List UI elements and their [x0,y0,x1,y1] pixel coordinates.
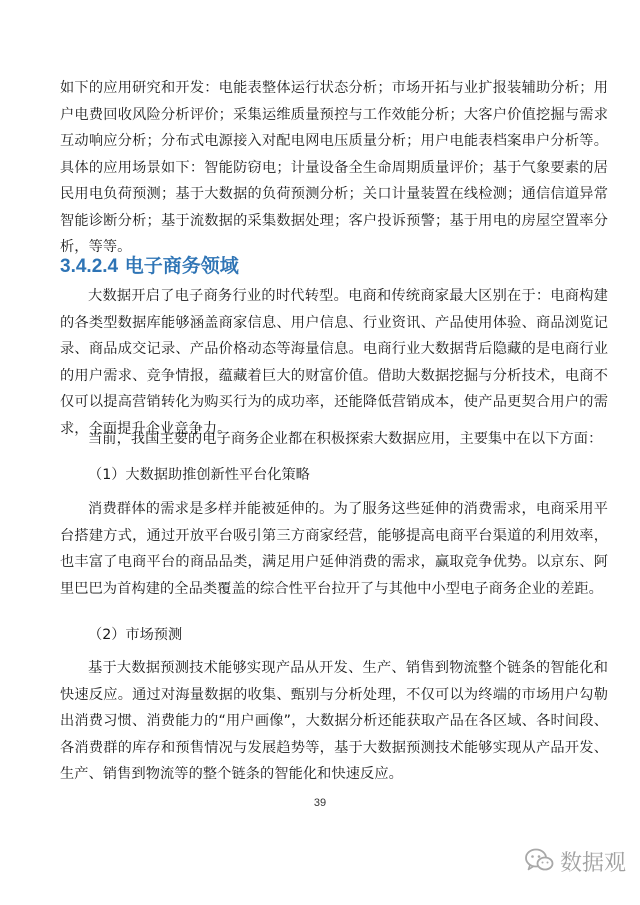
subheading-platform-strategy: （1）大数据助推创新性平台化策略 [88,467,310,483]
watermark [524,846,626,877]
paragraph-power-applications: 如下的应用研究和开发：电能表整体运行状态分析；市场开拓与业扩报装辅助分析；用户电费回收风险分析评价；采集运维质量预控与工作效能分析；大客户价值挖掘与需求互动响应分析；分布式电源接入对配电网电压质量分析；用户电能表档案串户分析等。具体的应用场景如下：智能防窃电；计量设备全生命周期质量评价；基于气象要素的居民用电负荷预测；基于大数据的负荷预测分析；关口计量装置在线检测；通信信道异常智能诊断分析；基于流数据的采集数据处理；客户投诉预警；基于用电的房屋空置率分析，等等。 [60,80,608,255]
wechat-icon [524,847,554,877]
section-number: 3.4.2.4 [60,256,119,277]
watermark-text: 数据观 [559,851,626,876]
section-heading [60,252,239,281]
paragraph-ecommerce-intro: 大数据开启了电子商务行业的时代转型。电商和传统商家最大区别在于：电商构建的各类型数据库能够涵盖商家信息、用户信息、行业资讯、产品使用体验、商品浏览记录、商品成交记录、产品价格动态等海量信息。电商行业大数据背后隐藏的是电商行业的用户需求、竞争情报，蕴藏着巨大的财富价值。借助大数据挖掘与分析技术，电商不仅可以提高营销转化为购买行为的成功率，还能降低营销成本，使产品更契合用户的需求，全面提升企业竞争力。 [60,288,608,437]
paragraph-platform-strategy: 消费群体的需求是多样并能被延伸的。为了服务这些延伸的消费需求，电商采用平台搭建方式，通过开放平台吸引第三方商家经营，能够提高电商平台渠道的利用效率，也丰富了电商平台的商品品类，满足用户延伸消费的需求，赢取竞争优势。以京东、阿里巴巴为首构建的全品类覆盖的综合性平台拉开了与其他中小型电子商务企业的差距。 [60,501,608,597]
page-number: 39 [313,797,327,809]
paragraph-market-forecast: 基于大数据预测技术能够实现产品从开发、生产、销售到物流整个链条的智能化和快速反应。通过对海量数据的收集、甄别与分析处理，不仅可以为终端的市场用户勾勒出消费习惯、消费能力的“用户画像”，大数据分析还能获取产品在各区域、各时间段、各消费群的库存和预售情况与发展趋势等，基于大数据预测技术能够实现从产品开发、生产、销售到物流等的整个链条的智能化和快速反应。 [60,660,608,782]
section-title: 电子商务领域 [124,255,239,277]
subheading-market-forecast: （2）市场预测 [88,627,183,643]
paragraph-current-status: 当前，我国主要的电子商务企业都在积极探索大数据应用，主要集中在以下方面： [88,431,603,447]
